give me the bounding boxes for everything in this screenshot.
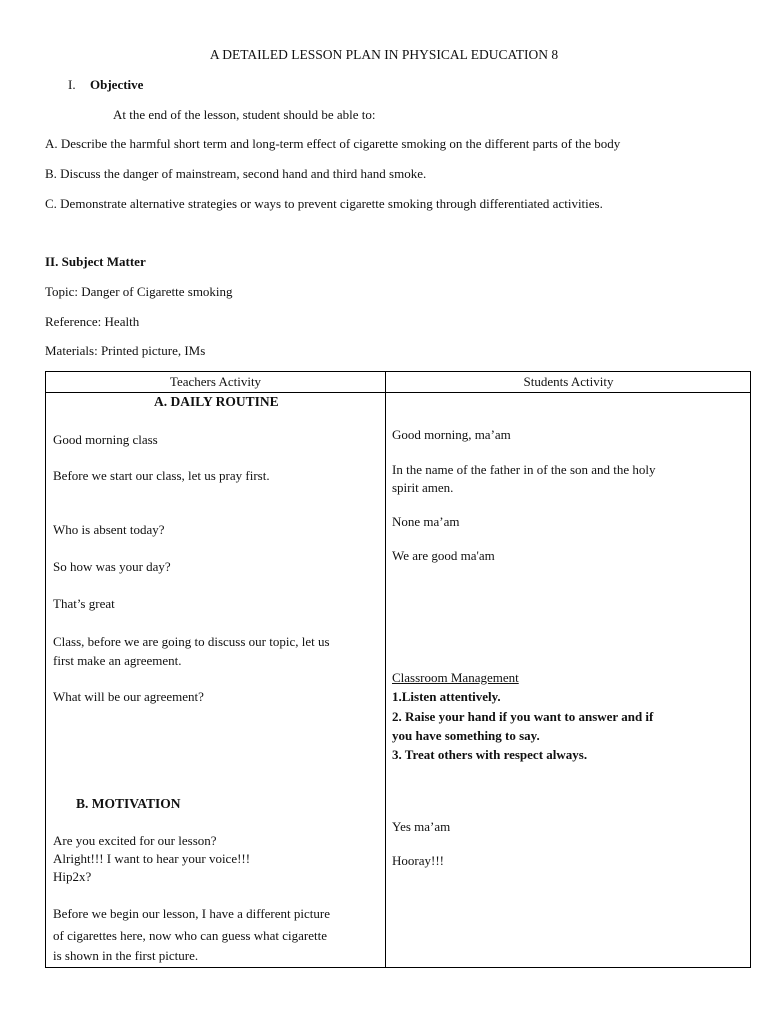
teacher-picture-line-1: Before we begin our lesson, I have a different picture: [53, 906, 330, 921]
reference-line: Reference: Health: [45, 314, 140, 329]
student-prayer-line-1: In the name of the father in of the son and the holy: [392, 462, 656, 477]
teacher-daily-routine-heading: A. DAILY ROUTINE: [154, 394, 279, 409]
teacher-agreement-line-1: Class, before we are going to discuss our topic, let us: [53, 634, 330, 649]
teacher-agreement-line-2: first make an agreement.: [53, 653, 182, 668]
teacher-excited: Are you excited for our lesson?: [53, 833, 217, 848]
teacher-motivation-heading: B. MOTIVATION: [76, 796, 181, 811]
student-prayer-line-2: spirit amen.: [392, 480, 454, 495]
teacher-picture-line-2: of cigarettes here, now who can guess what cigarette: [53, 928, 327, 943]
objective-item-c: C. Demonstrate alternative strategies or ways to prevent cigarette smoking through differentiated activities.: [45, 196, 603, 211]
topic-line: Topic: Danger of Cigarette smoking: [45, 284, 233, 299]
teacher-greeting: Good morning class: [53, 432, 158, 447]
teacher-picture-line-3: is shown in the first picture.: [53, 948, 199, 963]
teacher-alright: Alright!!! I want to hear your voice!!!: [53, 851, 251, 866]
header-teachers-activity: Teachers Activity: [169, 374, 262, 389]
teacher-agreement-question: What will be our agreement?: [53, 689, 204, 704]
classroom-rule-3: 3. Treat others with respect always.: [392, 747, 588, 762]
activity-table: [45, 371, 751, 968]
student-yes: Yes ma’am: [392, 819, 451, 834]
classroom-rule-1: 1.Listen attentively.: [392, 689, 501, 704]
classroom-rule-2a: 2. Raise your hand if you want to answer and if: [392, 709, 654, 724]
teacher-absent: Who is absent today?: [53, 522, 165, 537]
teacher-pray: Before we start our class, let us pray first.: [53, 468, 270, 483]
teacher-great: That’s great: [53, 596, 115, 611]
teacher-hip: Hip2x?: [53, 869, 92, 884]
header-students-activity: Students Activity: [523, 374, 614, 389]
objective-item-b: B. Discuss the danger of mainstream, second hand and third hand smoke.: [45, 166, 427, 181]
objective-item-a: A. Describe the harmful short term and long-term effect of cigarette smoking on the different parts of the body: [45, 136, 621, 151]
student-hooray: Hooray!!!: [392, 853, 444, 868]
objective-intro: At the end of the lesson, student should be able to:: [113, 107, 376, 122]
section-number: I.: [68, 77, 76, 92]
column-divider: [385, 372, 386, 967]
classroom-rule-2b: you have something to say.: [392, 728, 540, 743]
classroom-management-title: Classroom Management: [392, 670, 519, 685]
document-title: A DETAILED LESSON PLAN IN PHYSICAL EDUCATION 8: [209, 47, 559, 62]
teacher-day: So how was your day?: [53, 559, 171, 574]
header-divider: [46, 392, 750, 393]
section-heading-objective: Objective: [90, 77, 144, 92]
section-heading-subject-matter: II. Subject Matter: [45, 254, 146, 269]
student-none: None ma’am: [392, 514, 460, 529]
student-greeting: Good morning, ma’am: [392, 427, 511, 442]
student-good: We are good ma'am: [392, 548, 495, 563]
materials-line: Materials: Printed picture, IMs: [45, 343, 206, 358]
